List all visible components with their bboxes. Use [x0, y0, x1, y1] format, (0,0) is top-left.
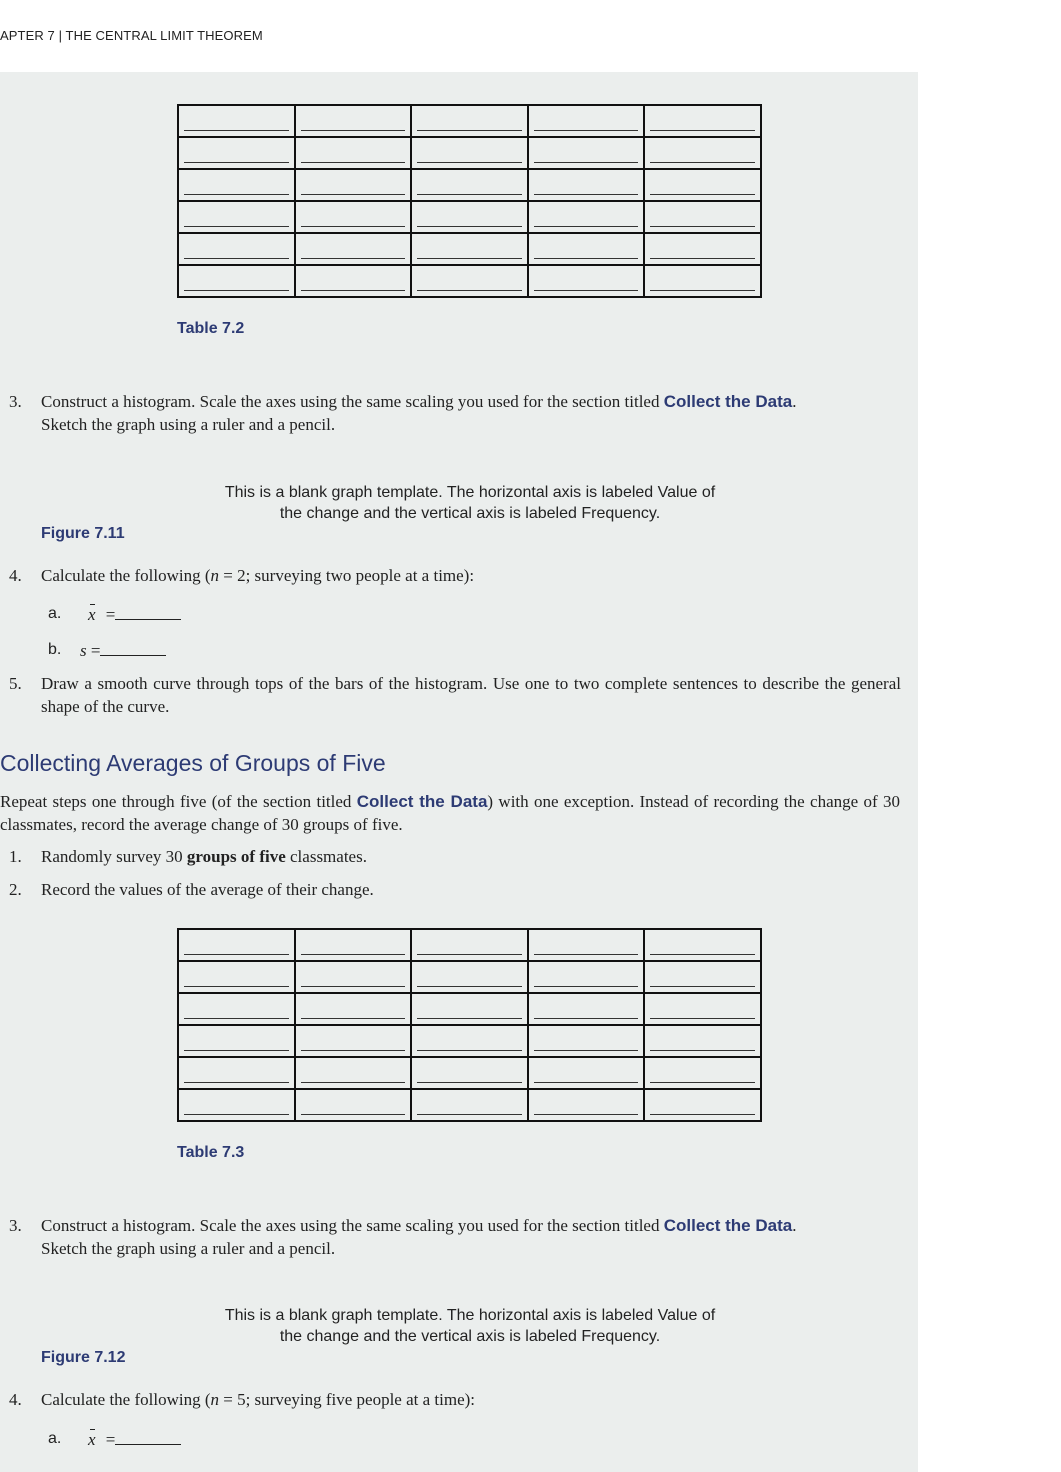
answer-blank-line: [534, 290, 639, 291]
blank-data-table: [177, 104, 762, 298]
table-cell[interactable]: [644, 265, 761, 297]
table-cell[interactable]: [411, 961, 528, 993]
table-cell[interactable]: [178, 201, 295, 233]
answer-blank-line: [184, 194, 289, 195]
equals-sign: =: [105, 605, 116, 624]
table-row: [178, 1057, 761, 1089]
answer-blank-line: [534, 130, 639, 131]
equals-sign: =: [105, 1430, 116, 1449]
step-text-end: .: [792, 392, 797, 411]
answer-blank-line: [417, 226, 522, 227]
step-4-text: [41, 564, 901, 587]
answer-blank-line: [534, 954, 639, 955]
answer-blank-line: [417, 1082, 522, 1083]
step-number: 3.: [9, 1216, 22, 1235]
table-row: [178, 169, 761, 201]
step-number: 3.: [9, 392, 22, 411]
table-cell[interactable]: [295, 1025, 412, 1057]
answer-blank-line: [534, 194, 639, 195]
answer-blank-line: [417, 986, 522, 987]
table-cell[interactable]: [644, 929, 761, 961]
step-text-line2: Sketch the graph using a ruler and a pencil.: [41, 1239, 336, 1258]
table-cell[interactable]: [178, 1089, 295, 1121]
step-text: Randomly survey 30: [41, 847, 187, 866]
collect-the-data-link[interactable]: Collect the Data: [663, 392, 793, 411]
table-cell[interactable]: [528, 1057, 645, 1089]
table-cell[interactable]: [644, 137, 761, 169]
page-header: APTER 7 | THE CENTRAL LIMIT THEOREM: [0, 28, 263, 43]
table-cell[interactable]: [178, 1025, 295, 1057]
table-cell[interactable]: [411, 1089, 528, 1121]
answer-blank-line: [184, 1050, 289, 1051]
table-cell[interactable]: [295, 993, 412, 1025]
answer-blank-line: [534, 986, 639, 987]
std-dev-field[interactable]: [80, 639, 166, 662]
figure-caption: Figure 7.11: [41, 525, 125, 542]
table-cell[interactable]: [644, 1089, 761, 1121]
answer-blank-line: [650, 194, 755, 195]
table-cell[interactable]: [528, 1025, 645, 1057]
sample-mean-field[interactable]: [88, 1428, 181, 1451]
step-number: 2.: [9, 880, 22, 899]
answer-blank-line: [650, 1050, 755, 1051]
table-cell[interactable]: [411, 993, 528, 1025]
step-number: 4.: [9, 1390, 22, 1409]
table-caption: Table 7.2: [177, 320, 245, 337]
answer-blank-line: [417, 290, 522, 291]
step-4-text: [41, 1388, 901, 1411]
answer-blank-line: [650, 954, 755, 955]
answer-blank-line: [534, 1050, 639, 1051]
answer-blank-line: [301, 130, 406, 131]
table-cell[interactable]: [178, 961, 295, 993]
answer-blank-line: [417, 1050, 522, 1051]
table-row: [178, 201, 761, 233]
answer-blank[interactable]: [115, 1430, 181, 1445]
x-bar-symbol: x: [88, 605, 96, 624]
step-text-line2: Sketch the graph using a ruler and a pencil.: [41, 415, 336, 434]
sub-item-label: a.: [48, 605, 62, 622]
table-cell[interactable]: [178, 137, 295, 169]
table-cell[interactable]: [528, 961, 645, 993]
table-cell[interactable]: [528, 929, 645, 961]
answer-blank-line: [301, 1114, 406, 1115]
answer-blank-line: [301, 1082, 406, 1083]
answer-blank-line: [301, 162, 406, 163]
step-2-text: Record the values of the average of their change.: [41, 880, 374, 899]
answer-blank-line: [534, 1082, 639, 1083]
table-cell[interactable]: [644, 201, 761, 233]
answer-blank-line: [534, 162, 639, 163]
answer-blank-line: [301, 258, 406, 259]
answer-blank-line: [301, 194, 406, 195]
table-cell[interactable]: [411, 265, 528, 297]
answer-blank-line: [650, 986, 755, 987]
section-intro: [0, 790, 900, 836]
table-cell[interactable]: [528, 993, 645, 1025]
answer-blank-line: [650, 1114, 755, 1115]
step-bold-text: groups of five: [186, 847, 286, 866]
table-cell[interactable]: [528, 169, 645, 201]
answer-blank-line: [650, 130, 755, 131]
answer-blank-line: [184, 290, 289, 291]
table-cell[interactable]: [644, 169, 761, 201]
step-text-rest: = 5; surveying five people at a time):: [218, 1390, 475, 1409]
answer-blank-line: [417, 954, 522, 955]
table-cell[interactable]: [295, 1057, 412, 1089]
answer-blank-line: [534, 258, 639, 259]
table-cell[interactable]: [295, 233, 412, 265]
table-cell[interactable]: [295, 929, 412, 961]
s-symbol: s: [80, 641, 87, 660]
table-cell[interactable]: [644, 233, 761, 265]
answer-blank-line: [184, 1018, 289, 1019]
table-cell[interactable]: [528, 201, 645, 233]
step-text: Calculate the following (: [41, 566, 211, 585]
table-row: [178, 1089, 761, 1121]
table-cell[interactable]: [411, 1025, 528, 1057]
answer-blank-line: [301, 954, 406, 955]
answer-blank-line: [650, 162, 755, 163]
figure-alt-line: This is a blank graph template. The horizontal axis is labeled Value of: [224, 1307, 716, 1324]
answer-blank-line: [650, 258, 755, 259]
answer-blank-line: [650, 1082, 755, 1083]
step-text-end: classmates.: [285, 847, 367, 866]
answer-blank-line: [184, 1114, 289, 1115]
n-variable: n: [210, 566, 219, 585]
answer-blank-line: [184, 1082, 289, 1083]
answer-blank-line: [301, 986, 406, 987]
table-cell[interactable]: [528, 265, 645, 297]
table-row: [178, 929, 761, 961]
table-cell[interactable]: [295, 137, 412, 169]
sub-item-label: b.: [48, 641, 62, 658]
answer-blank-line: [417, 130, 522, 131]
table-cell[interactable]: [528, 137, 645, 169]
table-cell[interactable]: [528, 1089, 645, 1121]
table-cell[interactable]: [295, 169, 412, 201]
answer-blank-line: [417, 1018, 522, 1019]
table-cell[interactable]: [644, 961, 761, 993]
answer-blank-line: [301, 290, 406, 291]
table-cell[interactable]: [178, 265, 295, 297]
answer-blank-line: [184, 986, 289, 987]
x-bar-symbol: x: [88, 1430, 96, 1449]
table-cell[interactable]: [528, 233, 645, 265]
step-1-text: [41, 845, 901, 868]
table-cell[interactable]: [178, 233, 295, 265]
table-cell[interactable]: [295, 201, 412, 233]
equals-sign: =: [90, 641, 101, 660]
answer-blank-line: [534, 226, 639, 227]
n-variable: n: [210, 1390, 219, 1409]
answer-blank-line: [417, 258, 522, 259]
answer-blank-line: [534, 1018, 639, 1019]
table-cell[interactable]: [644, 1025, 761, 1057]
table-cell[interactable]: [295, 961, 412, 993]
step-3-text: [41, 1214, 901, 1260]
step-text: Calculate the following (: [41, 1390, 211, 1409]
table-cell[interactable]: [411, 929, 528, 961]
table-cell[interactable]: [178, 105, 295, 137]
answer-blank[interactable]: [115, 605, 181, 620]
table-cell[interactable]: [644, 1057, 761, 1089]
table-cell[interactable]: [295, 1089, 412, 1121]
collect-the-data-link[interactable]: Collect the Data: [356, 792, 488, 811]
step-number: 5.: [9, 674, 22, 693]
section-title: Collecting Averages of Groups of Five: [0, 750, 386, 776]
table-row: [178, 993, 761, 1025]
intro-text-rest: ) with one exception. Instead of recording the change of 30 classmates, record the average change of 30 groups of five.: [0, 792, 900, 834]
figure-alt-line: the change and the vertical axis is labeled Frequency.: [279, 1328, 661, 1345]
table-row: [178, 1025, 761, 1057]
table-cell[interactable]: [178, 1057, 295, 1089]
answer-blank-line: [184, 162, 289, 163]
answer-blank-line: [301, 1018, 406, 1019]
answer-blank-line: [184, 954, 289, 955]
answer-blank-line: [417, 1114, 522, 1115]
answer-blank-line: [184, 258, 289, 259]
answer-blank-line: [417, 162, 522, 163]
collect-the-data-link[interactable]: Collect the Data: [663, 1216, 793, 1235]
figure-alt-text: [194, 482, 746, 524]
answer-blank-line: [301, 1050, 406, 1051]
table-cell[interactable]: [411, 169, 528, 201]
table-cell[interactable]: [411, 1057, 528, 1089]
blank-data-table: [177, 928, 762, 1122]
step-3-text: [41, 390, 901, 436]
table-cell[interactable]: [295, 265, 412, 297]
table-cell[interactable]: [411, 201, 528, 233]
step-5-text: Draw a smooth curve through tops of the bars of the histogram. Use one to two complete sentences to describe the general shape of the curve.: [41, 674, 901, 716]
table-row: [178, 961, 761, 993]
table-cell[interactable]: [295, 105, 412, 137]
table-cell[interactable]: [528, 105, 645, 137]
table-cell[interactable]: [178, 993, 295, 1025]
intro-text: Repeat steps one through five (of the section titled: [0, 792, 357, 811]
figure-alt-text: [194, 1305, 746, 1347]
answer-blank-line: [184, 226, 289, 227]
figure-alt-line: This is a blank graph template. The horizontal axis is labeled Value of: [224, 484, 716, 501]
table-cell[interactable]: [644, 105, 761, 137]
step-number: 1.: [9, 847, 22, 866]
answer-blank-line: [301, 226, 406, 227]
answer-blank-line: [650, 226, 755, 227]
table-row: [178, 105, 761, 137]
answer-blank[interactable]: [100, 641, 166, 656]
step-text: Construct a histogram. Scale the axes using the same scaling you used for the section titled: [41, 1216, 664, 1235]
figure-caption: Figure 7.12: [41, 1349, 126, 1366]
table-row: [178, 137, 761, 169]
table-cell[interactable]: [178, 929, 295, 961]
table-caption: Table 7.3: [177, 1144, 245, 1161]
table-cell[interactable]: [411, 105, 528, 137]
answer-blank-line: [417, 194, 522, 195]
table-cell[interactable]: [644, 993, 761, 1025]
answer-blank-line: [184, 130, 289, 131]
table-cell[interactable]: [411, 233, 528, 265]
step-text-rest: = 2; surveying two people at a time):: [218, 566, 475, 585]
table-row: [178, 265, 761, 297]
step-text-end: .: [792, 1216, 797, 1235]
answer-blank-line: [534, 1114, 639, 1115]
table-cell[interactable]: [178, 169, 295, 201]
table-cell[interactable]: [411, 137, 528, 169]
step-number: 4.: [9, 566, 22, 585]
sub-item-label: a.: [48, 1430, 62, 1447]
answer-blank-line: [650, 1018, 755, 1019]
step-text: Construct a histogram. Scale the axes using the same scaling you used for the section titled: [41, 392, 664, 411]
figure-alt-line: the change and the vertical axis is labeled Frequency.: [279, 505, 661, 522]
answer-blank-line: [650, 290, 755, 291]
sample-mean-field[interactable]: [88, 603, 181, 626]
table-row: [178, 233, 761, 265]
